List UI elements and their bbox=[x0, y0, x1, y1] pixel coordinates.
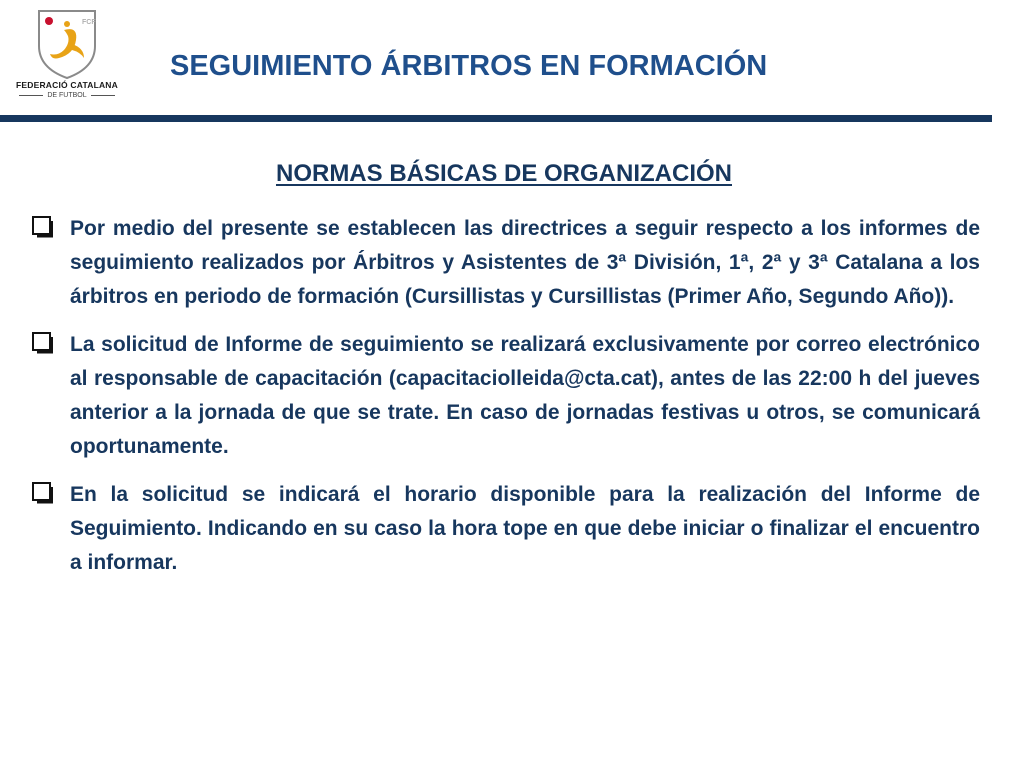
title-underline-bar bbox=[0, 115, 992, 122]
logo-rule-left bbox=[19, 95, 43, 96]
logo-rule-right bbox=[91, 95, 115, 96]
logo-subtitle: DE FUTBOL bbox=[47, 92, 87, 99]
list-item bbox=[30, 478, 980, 580]
federation-logo bbox=[14, 8, 120, 104]
logo-subtitle-row bbox=[14, 92, 120, 99]
rules-list bbox=[30, 212, 980, 594]
page-title: SEGUIMIENTO ÁRBITROS EN FORMACIÓN bbox=[170, 50, 768, 82]
checkbox-square-icon bbox=[32, 332, 54, 354]
shield-icon bbox=[14, 8, 120, 80]
list-item bbox=[30, 328, 980, 464]
list-item-text: Por medio del presente se establecen las directrices a seguir respecto a los informes de seguimiento realizados por Árbitros y Asistentes de 3ª División, 1ª, 2ª y 3ª Catalana a los árbitros en periodo de formación (Cursillistas y Cursillistas (Primer Año, Segundo Año)). bbox=[70, 217, 980, 308]
logo-badge-text: FCF bbox=[82, 19, 96, 26]
list-item bbox=[30, 212, 980, 314]
checkbox-square-icon bbox=[32, 482, 54, 504]
checkbox-square-icon bbox=[32, 216, 54, 238]
list-item-text: En la solicitud se indicará el horario disponible para la realización del Informe de Seguimiento. Indicando en su caso la hora tope en que debe iniciar o finalizar el encuentro a informar. bbox=[70, 483, 980, 574]
list-item-text: La solicitud de Informe de seguimiento se realizará exclusivamente por correo electrónico al responsable de capacitación (capacitaciolleida@cta.cat), antes de las 22:00 h del jueves anterior a la jornada de que se trate. En caso de jornadas festivas u otros, se comunicará oportunamente. bbox=[70, 333, 980, 458]
logo-name: FEDERACIÓ CATALANA bbox=[16, 80, 118, 90]
section-heading: NORMAS BÁSICAS DE ORGANIZACIÓN bbox=[275, 160, 732, 187]
